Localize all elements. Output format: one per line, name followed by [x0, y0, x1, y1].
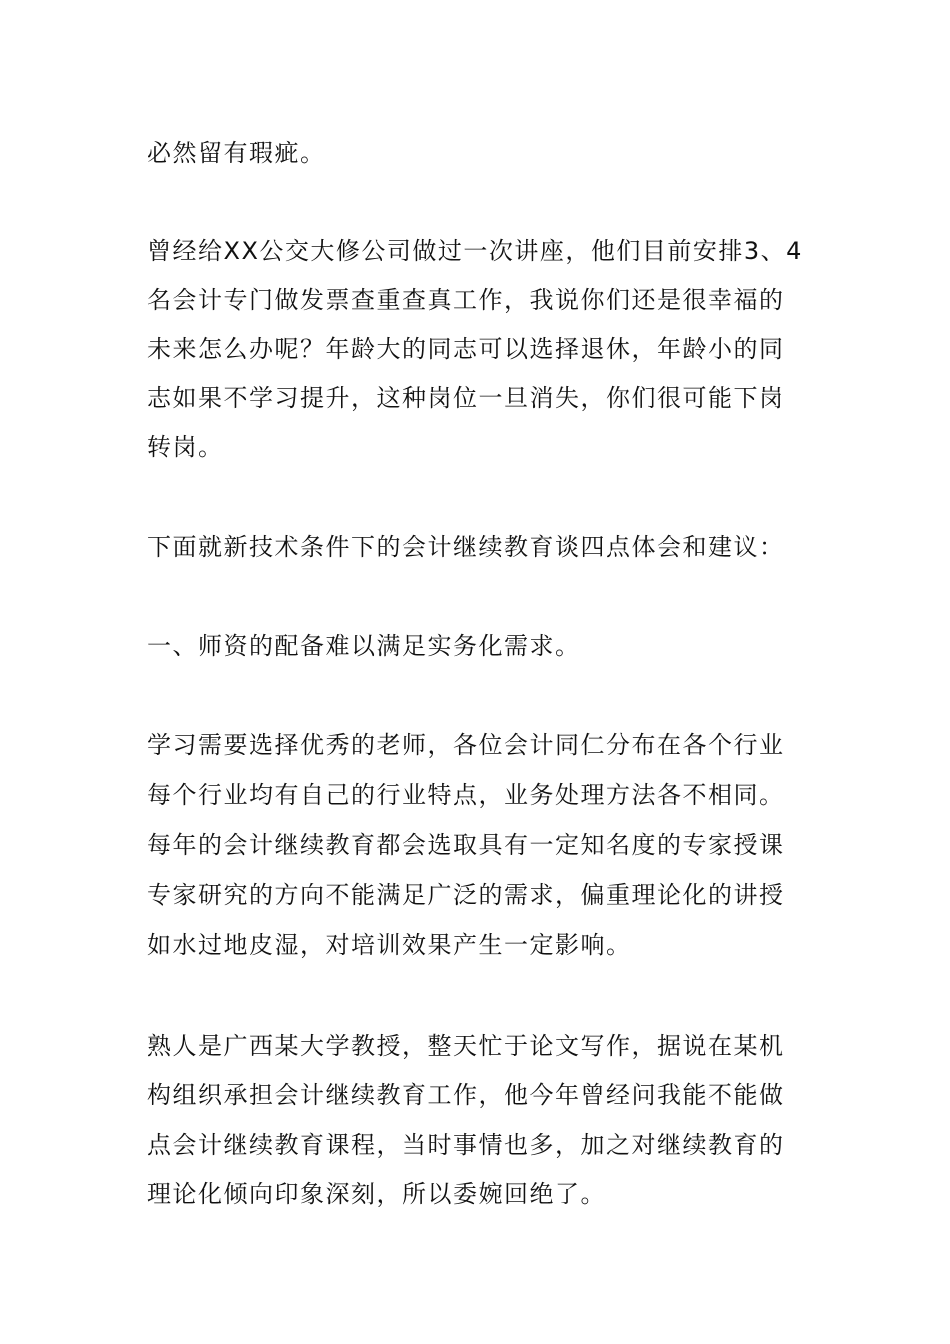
paragraph-6-line-1: 熟人是广西某大学教授，整天忙于论文写作，据说在某机 — [147, 1032, 785, 1060]
paragraph-5-line-1: 学习需要选择优秀的老师，各位会计同仁分布在各个行业 — [147, 731, 785, 759]
paragraph-6-line-4: 理论化倾向印象深刻，所以委婉回绝了。 — [147, 1180, 606, 1208]
paragraph-4-line-1: 一、师资的配备难以满足实务化需求。 — [147, 632, 581, 660]
paragraph-2-line-1: 曾经给XX公交大修公司做过一次讲座，他们目前安排3、4 — [147, 237, 803, 265]
paragraph-2-line-2: 名会计专门做发票查重查真工作，我说你们还是很幸福的 — [147, 286, 785, 314]
paragraph-1-line-1: 必然留有瑕疵。 — [147, 139, 326, 167]
paragraph-2-line-3: 未来怎么办呢？年龄大的同志可以选择退休，年龄小的同 — [147, 335, 785, 363]
paragraph-6-line-2: 构组织承担会计继续教育工作，他今年曾经问我能不能做 — [147, 1081, 785, 1109]
paragraph-5-line-5: 如水过地皮湿，对培训效果产生一定影响。 — [147, 931, 632, 959]
paragraph-2-line-4: 志如果不学习提升，这种岗位一旦消失，你们很可能下岗 — [147, 384, 785, 412]
paragraph-6-line-3: 点会计继续教育课程，当时事情也多，加之对继续教育的 — [147, 1131, 785, 1159]
paragraph-5-line-2: 每个行业均有自己的行业特点，业务处理方法各不相同。 — [147, 781, 785, 809]
paragraph-2-line-5: 转岗。 — [147, 433, 224, 461]
paragraph-3-line-1: 下面就新技术条件下的会计继续教育谈四点体会和建议： — [147, 533, 785, 561]
paragraph-5-line-3: 每年的会计继续教育都会选取具有一定知名度的专家授课 — [147, 831, 785, 859]
paragraph-5-line-4: 专家研究的方向不能满足广泛的需求，偏重理论化的讲授 — [147, 881, 785, 909]
